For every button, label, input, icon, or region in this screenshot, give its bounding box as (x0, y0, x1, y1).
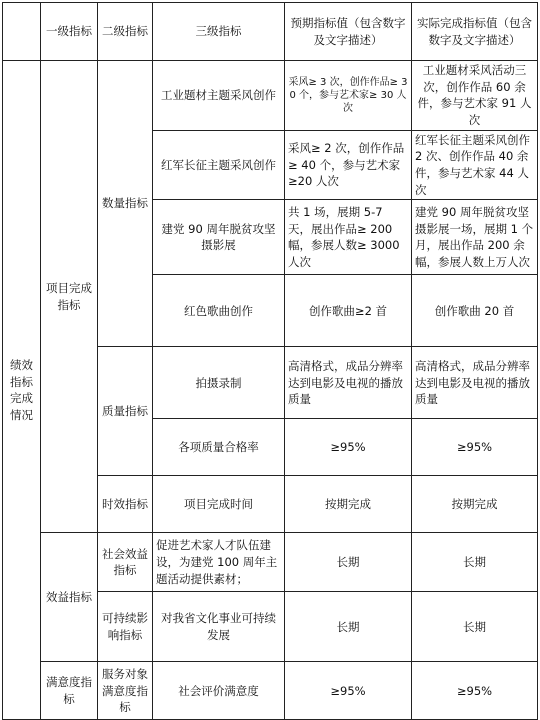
level2-timeliness: 时效指标 (98, 476, 153, 533)
level2-sustainable: 可持续影响指标 (98, 592, 153, 662)
actual-cell: ≥95% (412, 662, 538, 720)
actual-cell: 长期 (412, 533, 538, 592)
level3-cell: 工业题材主题采风创作 (153, 61, 285, 131)
actual-cell: 长期 (412, 592, 538, 662)
level3-cell: 项目完成时间 (153, 476, 285, 533)
expected-cell: 创作歌曲≥2 首 (285, 275, 412, 347)
header-actual: 实际完成指标值（包含数字及文字描述） (412, 3, 538, 61)
expected-cell: 采风≥ 2 次，创作作品≥ 40 个，参与艺术家≥20 人次 (285, 130, 412, 200)
level2-service: 服务对象满意度指标 (98, 662, 153, 720)
table-row (3, 533, 538, 592)
level3-cell: 红军长征主题采风创作 (153, 130, 285, 200)
expected-cell: 按期完成 (285, 476, 412, 533)
level1-project: 项目完成指标 (41, 61, 98, 533)
header-blank (3, 3, 41, 61)
table-row (3, 61, 538, 131)
level3-cell: 社会评价满意度 (153, 662, 285, 720)
header-row (3, 3, 538, 61)
expected-cell: ≥95% (285, 662, 412, 720)
level3-cell: 红色歌曲创作 (153, 275, 285, 347)
expected-cell: 高清格式，成品分辨率达到电影及电视的播放质量 (285, 347, 412, 419)
expected-cell: 采风≥ 3 次，创作作品≥ 30 个，参与艺术家≥ 30 人次 (285, 61, 412, 131)
actual-cell: 红军长征主题采风创作 2 次、创作作品 40 余件，参与艺术家 44 人次 (412, 130, 538, 200)
performance-indicator-table (2, 2, 538, 720)
level3-cell: 促进艺术家人才队伍建设，为建党 100 周年主题活动提供素材； (153, 533, 285, 592)
header-level2: 二级指标 (98, 3, 153, 61)
level3-cell: 建党 90 周年脱贫攻坚摄影展 (153, 200, 285, 275)
expected-cell: 长期 (285, 592, 412, 662)
actual-cell: 高清格式，成品分辨率达到电影及电视的播放质量 (412, 347, 538, 419)
expected-cell: 长期 (285, 533, 412, 592)
level2-quantity: 数量指标 (98, 61, 153, 347)
header-level3: 三级指标 (153, 3, 285, 61)
level1-satisfaction: 满意度指标 (41, 662, 98, 720)
level1-benefit: 效益指标 (41, 533, 98, 662)
level3-cell: 拍摄录制 (153, 347, 285, 419)
header-expected: 预期指标值（包含数字及文字描述） (285, 3, 412, 61)
section-label: 绩效指标完成情况 (3, 61, 41, 720)
expected-cell: 共 1 场，展期 5-7 天，展出作品≥ 200 幅，参展人数≥ 3000 人次 (285, 200, 412, 275)
level2-quality: 质量指标 (98, 347, 153, 476)
expected-cell: ≥95% (285, 419, 412, 476)
table-row (3, 662, 538, 720)
header-level1: 一级指标 (41, 3, 98, 61)
actual-cell: 创作歌曲 20 首 (412, 275, 538, 347)
actual-cell: 工业题材采风活动三次，创作作品 60 余件，参与艺术家 91 人次 (412, 61, 538, 131)
level3-cell: 各项质量合格率 (153, 419, 285, 476)
actual-cell: 按期完成 (412, 476, 538, 533)
level3-cell: 对我省文化事业可持续发展 (153, 592, 285, 662)
level2-social: 社会效益指标 (98, 533, 153, 592)
actual-cell: ≥95% (412, 419, 538, 476)
actual-cell: 建党 90 周年脱贫攻坚摄影展一场，展期 1 个月，展出作品 200 余幅，参展人数上万人次 (412, 200, 538, 275)
